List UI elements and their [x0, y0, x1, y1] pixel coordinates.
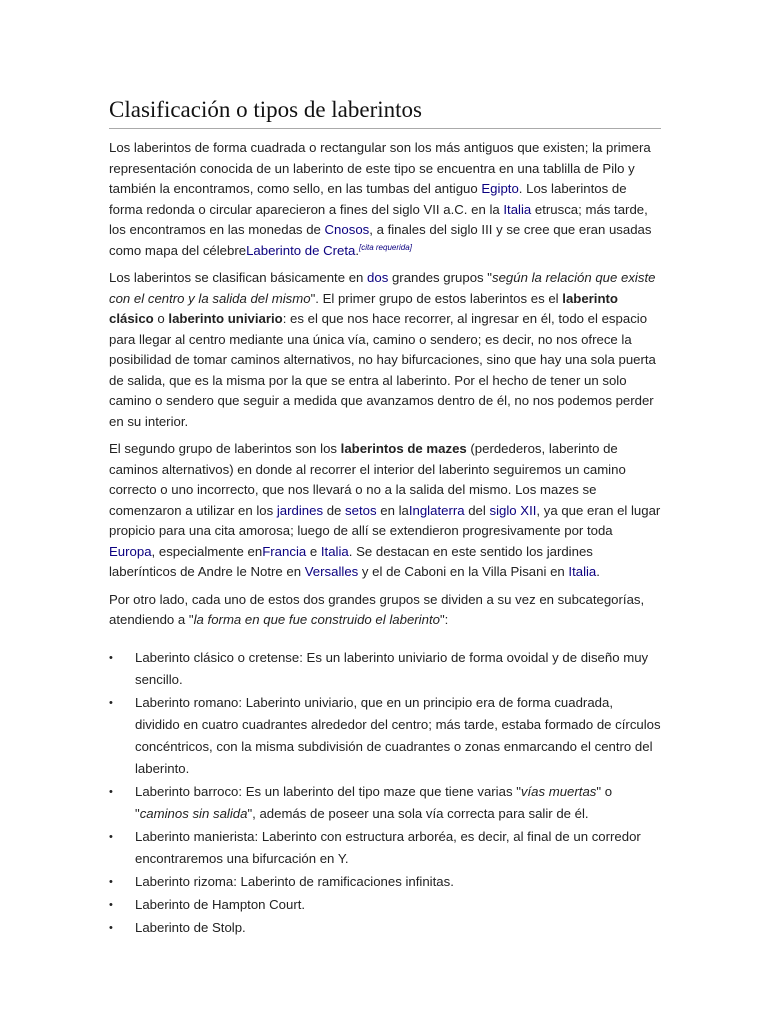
list-item-text: " o " [135, 783, 613, 821]
list-item [109, 871, 661, 893]
list-item [109, 781, 661, 825]
paragraph-3 [109, 439, 661, 583]
link-versalles[interactable]: Versalles [304, 564, 359, 579]
citation-needed-link[interactable]: [cita requerida] [359, 242, 412, 252]
list-item [109, 894, 661, 916]
link-francia[interactable]: Francia [262, 543, 307, 559]
link-siglo-xii[interactable]: siglo XII [489, 502, 537, 518]
p3-text-8: e [306, 543, 321, 559]
p1-text-3: etrusca; más tarde, los encontramos en las monedas de [109, 201, 648, 237]
paragraph-1 [109, 138, 661, 261]
p1-text-5: . [355, 242, 359, 258]
p3-text-1: El segundo grupo de laberintos son los [109, 441, 341, 456]
list-item-text: Laberinto de Stolp. [135, 919, 246, 935]
list-item-text: Laberinto romano: Laberinto univiario, que en un principio era de forma cuadrada, dividido en cuatro cuadrantes alrededor del centro; más tarde, estaba formado de círculos concéntricos, con la misma subdivisión de cuadrantes o zonas enmarcando el centro del laberinto. [135, 694, 661, 776]
bullet-icon: • [109, 921, 113, 934]
link-laberinto-de-creta[interactable]: Laberinto de Creta [246, 242, 356, 258]
bullet-icon: • [109, 875, 113, 888]
p1-text-4: , a finales del siglo III y se cree que eran usadas como mapa del célebre [109, 222, 652, 258]
bullet-icon: • [109, 696, 113, 709]
p3-text-5: del [464, 502, 490, 518]
link-italia-2[interactable]: Italia [320, 543, 349, 559]
list-item [109, 647, 661, 691]
page-title: Clasificación o tipos de laberintos [109, 96, 661, 129]
link-italia[interactable]: Italia [503, 201, 532, 217]
bullet-icon: • [109, 898, 113, 911]
p3-text-10: y el de Caboni en la Villa Pisani en [358, 564, 569, 579]
list-item-text: Laberinto manierista: Laberinto con estructura arboréa, es decir, al final de un corredor encontraremos una bifurcación en Y. [135, 828, 641, 866]
p1-text-1: Los laberintos de forma cuadrada o rectangular son los más antiguos que existen; la primera representación conocida de un laberinto de este tipo se encuentra en una tablilla de Pilo y también la encontramos, como sello, en las tumbas del antiguo [109, 140, 651, 196]
paragraph-2 [109, 268, 661, 432]
link-italia-3[interactable]: Italia [568, 564, 597, 579]
list-item-text: Laberinto rizoma: Laberinto de ramificaciones infinitas. [135, 873, 454, 889]
link-dos[interactable]: dos [367, 270, 389, 285]
p3-text-6: , ya que eran el lugar propicio para una cita amorosa; luego de allí se extendieron progresivamente por toda [109, 502, 661, 538]
p4-text-1: Por otro lado, cada uno de estos dos grandes grupos se dividen a su vez en subcategorías, atendiendo a " [109, 591, 645, 627]
term-laberintos-de-mazes: laberintos de mazes [340, 441, 467, 456]
link-inglaterra[interactable]: Inglaterra [408, 502, 465, 518]
p3-text-4: en la [376, 502, 409, 518]
term-laberinto-univiario: laberinto univiario [168, 311, 283, 326]
italic-vias-muertas: vías muertas [520, 783, 597, 799]
list-item-text: ", además de poseer una sola vía correcta para salir de él. [247, 805, 589, 821]
bullet-icon: • [109, 785, 113, 798]
p3-text-11: . [596, 564, 600, 579]
p1-text-2: . Los laberintos de forma redonda o circular aparecieron a fines del siglo VII a.C. en la [109, 181, 627, 217]
p3-text-9: . Se destacan en este sentido los jardines laberínticos de Andre le Notre en [109, 543, 593, 579]
p2-text-2: grandes grupos " [388, 270, 492, 285]
p2-text-3: ". El primer grupo de estos laberintos es el [310, 290, 563, 306]
labyrinth-types-list [109, 647, 661, 939]
link-egipto[interactable]: Egipto [481, 181, 519, 196]
p2-text-5: : es el que nos hace recorrer, al ingresar en él, todo el espacio para llegar al centro mediante una única vía, camino o sendero; es decir, no nos ofrece la posibilidad de tomar caminos alternativos, no hay bifurcaciones, sino que hay una sola puerta de salida, que es la misma por la que se entra al laberinto. Por el hecho de tener un solo camino o sendero que seguir a medida que avanzamos dentro de él, no nos podemos perder en su interior. [109, 311, 656, 429]
article [109, 96, 661, 940]
italic-caminos-sin-salida: caminos sin salida [139, 805, 248, 821]
link-cnosos[interactable]: Cnosos [324, 222, 370, 237]
link-jardines[interactable]: jardines [276, 502, 324, 518]
p3-text-2: (perdederos, laberinto de caminos alternativos) en donde al recorrer el interior del laberinto seguiremos un camino correcto o uno incorrecto, que nos llevará o no a la salida del mismo. Los mazes se comenzaron a utilizar en los [109, 441, 626, 518]
p4-text-2: ": [439, 612, 449, 627]
link-setos[interactable]: setos [345, 502, 377, 518]
list-item [109, 692, 661, 780]
list-item-text: Laberinto de Hampton Court. [135, 896, 306, 912]
list-item [109, 826, 661, 870]
paragraph-4 [109, 590, 661, 631]
bullet-icon: • [109, 651, 113, 664]
p3-text-7: , especialmente en [151, 543, 263, 559]
list-item [109, 917, 661, 939]
p2-italic-quote: según la relación que existe con el centro y la salida del mismo [109, 270, 656, 306]
p4-italic-quote: la forma en que fue construido el laberinto [193, 612, 440, 627]
p2-text-4: o [153, 311, 169, 326]
list-item-text: Laberinto barroco: Es un laberinto del tipo maze que tiene varias " [135, 783, 521, 799]
bullet-icon: • [109, 830, 113, 843]
list-item-text: Laberinto clásico o cretense: Es un laberinto univiario de forma ovoidal y de diseño muy sencillo. [135, 649, 649, 687]
p3-text-3: de [323, 502, 346, 518]
p2-text-1: Los laberintos se clasifican básicamente en [109, 270, 368, 285]
link-europa[interactable]: Europa [109, 543, 152, 559]
term-laberinto-clasico: laberinto clásico [109, 290, 618, 326]
